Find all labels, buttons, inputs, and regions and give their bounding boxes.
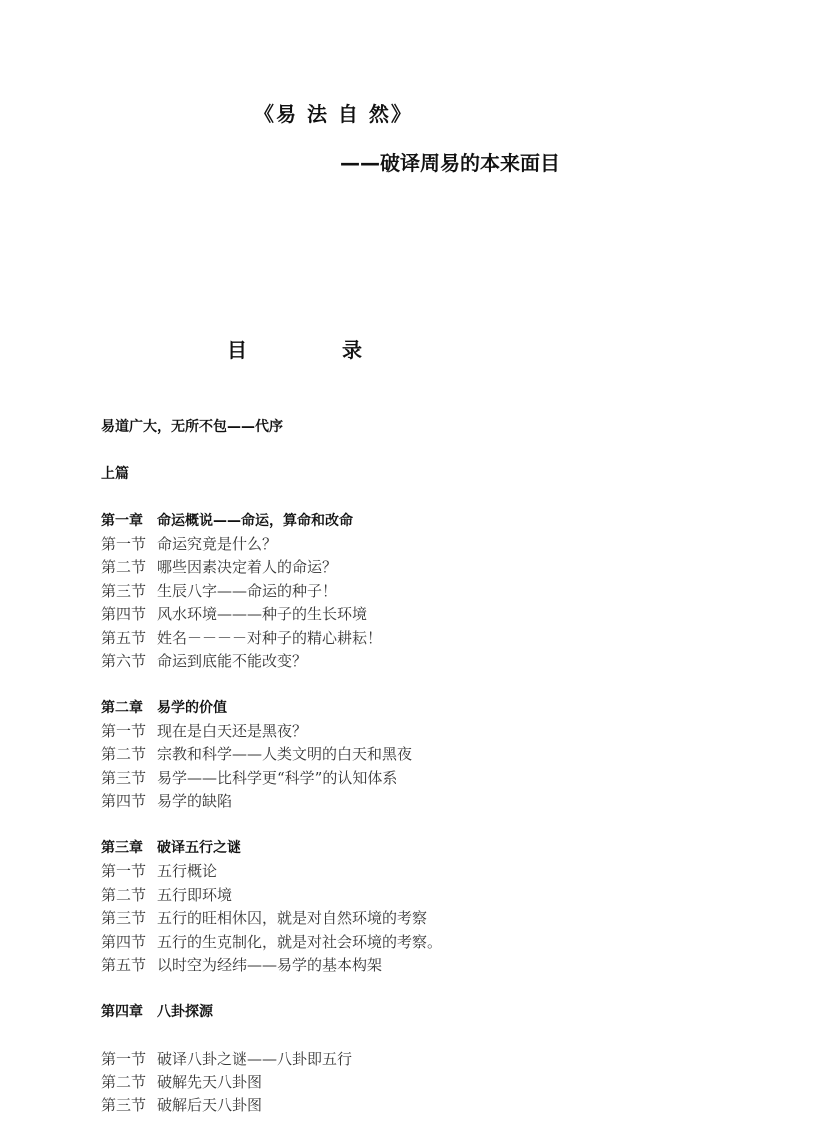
toc-chapter: 第二章 易学的价值 xyxy=(101,699,227,716)
toc-section: 第三节 破解后天八卦图 xyxy=(101,1096,263,1115)
toc-section: 第六节 命运到底能不能改变？ xyxy=(101,651,308,670)
toc-heading-char-2: 录 xyxy=(342,338,362,362)
document-title: 《易 法 自 然》 xyxy=(254,102,413,126)
toc-section: 第五节 姓名－－－－对种子的精心耕耘！ xyxy=(101,628,383,647)
toc-chapter: 第四章 八卦探源 xyxy=(101,1003,213,1020)
toc-section: 第一节 五行概论 xyxy=(101,862,218,881)
toc-section: 第二节 破解先天八卦图 xyxy=(101,1072,263,1091)
table-of-contents xyxy=(101,416,761,1118)
toc-section: 第四节 五行的生克制化，就是对社会环境的考察。 xyxy=(101,932,443,951)
toc-preface: 易道广大，无所不包——代序 xyxy=(101,419,283,435)
toc-section: 第三节 生辰八字——命运的种子！ xyxy=(101,581,338,600)
toc-heading-char-1: 目 xyxy=(227,338,247,362)
toc-section: 第一节 破译八卦之谜——八卦即五行 xyxy=(101,1049,353,1068)
toc-section: 第三节 易学——比科学更“科学”的认知体系 xyxy=(101,768,398,787)
toc-chapter: 第三章 破译五行之谜 xyxy=(101,840,241,857)
toc-section: 第二节 宗教和科学——人类文明的白天和黑夜 xyxy=(101,745,413,764)
toc-chapter: 第一章 命运概说——命运，算命和改命 xyxy=(101,512,353,529)
toc-section: 第三节 五行的旺相休囚，就是对自然环境的考察 xyxy=(101,909,428,928)
toc-section: 第一节 现在是白天还是黑夜？ xyxy=(101,722,308,741)
toc-part: 上篇 xyxy=(101,465,129,482)
toc-section: 第二节 哪些因素决定着人的命运？ xyxy=(101,558,338,577)
toc-section: 第四节 风水环境———种子的生长环境 xyxy=(101,605,368,624)
toc-section: 第四节 易学的缺陷 xyxy=(101,792,233,811)
toc-section: 第一节 命运究竟是什么？ xyxy=(101,534,278,553)
document-subtitle: ——破译周易的本来面目 xyxy=(340,151,560,175)
toc-section: 第二节 五行即环境 xyxy=(101,885,233,904)
toc-section: 第五节 以时空为经纬——易学的基本构架 xyxy=(101,955,383,974)
